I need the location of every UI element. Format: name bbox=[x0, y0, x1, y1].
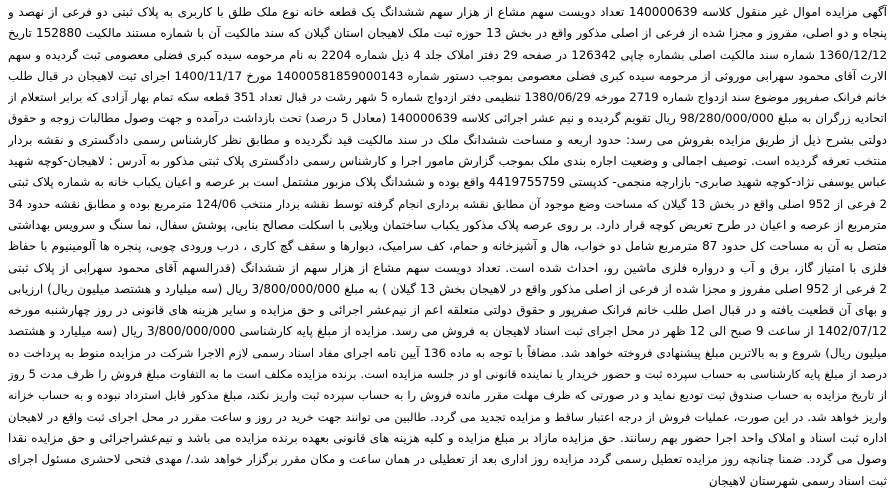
notice-line: عباس یوسفی نژاد-کوچه شهید صابری- بازارچه منجمی- کدپستی 4419755759 واقع بوده و ششدانگ پلاک مزبور مشتمل است بر عرصه و اعیان یکباب خانه به شماره پلاک ثبتی bbox=[8, 175, 887, 190]
notice-line: الارث آقای محمود سهرابی موروثی از مرحومه سیده کبری فضلی معصومی بموجب دستور شماره 14000581859000143 مورخ 1400/11/17 اجرای ثبت لاهیجان در قبال طلب bbox=[8, 68, 887, 83]
notice-line: خانم فرانک صفرپور موضوع سند ازدواج شماره 2719 مورخه 1380/06/29 تنظیمی دفتر ازدواج شماره 5 شهر رشت در قبال تعداد 351 قطعه سکه تمام بهار آزادی که برابر استعلام از bbox=[8, 90, 887, 105]
notice-line-last: ثبت اسناد رسمی شهرستان لاهیجان bbox=[708, 473, 887, 488]
notice-line: اتحادیه زرگران به مبلغ 98/280/000/000 ریال تقویم گردیده و نیم عشر اجرائی کلاسه 140000639 (معادل 5 درصد) تحت بازداشت درآمده و جهت وصول مطالبات زوجه و حقوق bbox=[8, 111, 887, 126]
notice-line: واریز خواهد شد. در این صورت، عملیات فروش از درجه اعتبار ساقط و مزایده تجدید می گردد. طالبین می توانند جهت خرید در روز و ساعت مقرر در محل اجرای ثبت واقع در لاهیجان bbox=[8, 409, 887, 424]
notice-line: اداره ثبت اسناد و املاک واحد اجرا حضور بهم رسانند. حق مزایده مازاد بر مبلغ مزایده و کلیه هزینه های قانونی بعهده برنده مزایده می باشد و نیم‌عشر‌اجرائی و حق مزایده نقدا bbox=[8, 430, 887, 445]
notice-line: مترمربع از عرصه و اعیان در طرح تعریض کوچه قرار دارد. بر روی عرصه پلاک مذکور یکباب ساختمان ویلایی با اسکلت مصالح بنایی، پوشش سفال، نما سنگ و سرویس بهداشتی bbox=[8, 217, 887, 232]
notice-line: 1360/12/12 شماره سند مالکیت اصلی بشماره چاپی 126342 در صفحه 29 دفتر املاک جلد 4 ذیل شماره 2204 به نام مرحومه سیده کبری فضلی معصومی ثبت گردیده و سهم bbox=[8, 47, 887, 62]
notice-line: از تاریخ مزایده به حساب صندوق ثبت تودیع نماید و در صورتی که ظرف مهلت مقرر مانده فروش را به حساب سپرده ثبت واریز نکند، مبلغ مذکور قابل استرداد نبوده و به حساب خزانه bbox=[8, 388, 887, 403]
notice-line: و بهای آن قطعیت یافته و در قبال اصل طلب خانم فرانک صفرپور و حقوق دولتی متعلقه اعم از نیم‌عشر اجرائی و حق مزایده و سایر هزینه های قانونی در روز چهارشنبه مورخه bbox=[8, 303, 887, 318]
notice-line: متصل به آن به مساحت کل حدود 87 مترمربع شامل دو خواب، هال و آشپزخانه و حمام، کف سرامیک، دیوارها و سقف گچ کاری ، درب ورودی چوبی، پنجره ها آلومینیوم با حفاظ bbox=[8, 239, 887, 254]
notice-line: وصول می گردد. ضمنا چنانچه روز مزایده تعطیل رسمی گردد مزایده روز اداری بعد از تعطیلی در همان ساعت و مکان مقرر برگزار خواهد شد./ مهدی فتحی لاحشری مسئول اجرای bbox=[8, 452, 887, 467]
notice-line: پنجاه و دو اصلی، مفروز و مجزا شده از فرعی از اصلی مذکور واقع در بخش 13 حوزه ثبت ملک لاهیجان استان گیلان که سند مالکیت آن با شماره مستند مالکیت 152880 تاریخ bbox=[8, 26, 887, 41]
notice-line: 2 فرعی از 952 اصلی واقع در بخش 13 گیلان که مساحت وضع موجود آن مطابق نقشه برداری انجام گرفته توسط نقشه بردار منتخب 124/06 مترمربع بوده و مطابق نقشه حدود 34 bbox=[8, 196, 887, 211]
notice-line: آگهی مزایده اموال غیر منقول کلاسه 140000639 تعداد دویست سهم مشاع از هزار سهم ششدانگ یک قطعه خانه نوع ملک طلق با کاربری به پلاک ثبتی دو فرعی از نهصد و bbox=[8, 5, 887, 19]
notice-line: دولتی بشرح ذیل از طریق مزایده بفروش می رسد: حدود اربعه و مساحت ششدانگ ملک در سند مالکیت قید نگردیده و مطابق نظر کارشناس رسمی دادگستری و نقشه بردار bbox=[8, 132, 887, 147]
notice-line: میلیون ریال) شروع و به بالاترین مبلغ پیشنهادی فروخته خواهد شد. مضافاً با توجه به ماده 136 آیین نامه اجرای مفاد اسناد رسمی لازم الاجرا شرکت در مزایده منوط به پرداخت ده bbox=[8, 345, 887, 360]
notice-line: 1402/07/12 از ساعت 9 صبح الی 12 ظهر در محل اجرای ثبت اسناد لاهیجان به فروش می رسد. مزایده از مبلغ پایه کارشناسی 3/800/000/000 ریال (سه میلیارد و هشتصد bbox=[8, 324, 887, 339]
notice-line: 2 فرعی از 952 اصلی مفروز و مجزا شده از فرعی از اصلی مذکور واقع در لاهیجان بخش 13 گیلان ) به مبلغ 3/800/000/000 ریال (سه میلیارد و هشتصد میلیون ریال) ارزیابی bbox=[8, 281, 887, 296]
notice-line: درصد از مبلغ پایه کارشناسی به حساب سپرده ثبت و حضور خریدار یا نماینده قانونی او در جلسه مزایده است. برنده مزایده مکلف است ما به التفاوت مبلغ فروش را ظرف مدت 5 روز bbox=[8, 367, 887, 382]
notice-line: منتخب تعرفه گردیده است. توصیف اجمالی و وضعیت اجاره بندی ملک بموجب گزارش مامور اجرا و کارشناس رسمی دادگستری پلاک ثبتی مذکور به آدرس : لاهیجان-کوچه شهید bbox=[8, 154, 887, 169]
notice-line: فلزی با امتیاز گاز، برق و آب و درواره فلزی ماشین رو، احداث شده است. تعداد دویست سهم مشاع از هزار سهم از ششدانگ (قدرالسهم آقای محمود سهرابی از پلاک ثبتی bbox=[8, 260, 887, 275]
